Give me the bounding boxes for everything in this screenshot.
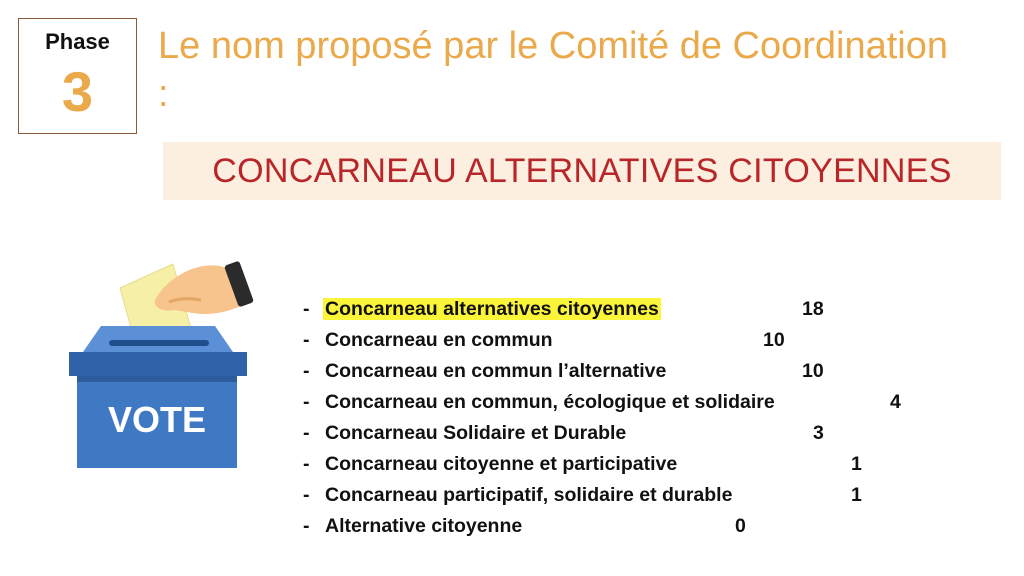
list-item-name: Concarneau en commun l’alternative (325, 360, 667, 382)
list-dash: - (303, 298, 310, 320)
list-dash: - (303, 515, 310, 537)
selected-name: CONCARNEAU ALTERNATIVES CITOYENNES (212, 151, 952, 190)
list-item-count: 18 (802, 298, 824, 320)
highlighted-name: Concarneau alternatives citoyennes (325, 298, 659, 320)
ballot-box-icon (69, 326, 247, 468)
list-dash: - (303, 453, 310, 475)
list-item-count: 10 (802, 360, 824, 382)
list-item-count: 3 (813, 422, 824, 444)
phase-number: 3 (61, 60, 94, 123)
list-item-count: 0 (735, 515, 746, 537)
list-item-count: 4 (890, 391, 901, 413)
list-item-name: Concarneau participatif, solidaire et durable (325, 484, 733, 506)
list-dash: - (303, 484, 310, 506)
list-item-count: 1 (851, 484, 862, 506)
list-dash: - (303, 422, 310, 444)
list-item-name: Concarneau en commun (325, 329, 553, 351)
list-dash: - (303, 360, 310, 382)
list-dash: - (303, 329, 310, 351)
list-item-name: Alternative citoyenne (325, 515, 523, 537)
list-item-name: Concarneau citoyenne et participative (325, 453, 678, 475)
selected-name-banner (163, 142, 1001, 200)
list-item-count: 10 (763, 329, 785, 351)
ballot-box-illustration (55, 248, 275, 478)
phase-box (18, 18, 137, 134)
phase-label: Phase (45, 29, 110, 54)
list-item-name: Concarneau Solidaire et Durable (325, 422, 627, 444)
list-item-count: 1 (851, 453, 862, 475)
slide-title: Le nom proposé par le Comité de Coordination : (158, 25, 949, 115)
list-item-name (325, 298, 661, 321)
list-dash: - (303, 391, 310, 413)
vote-text: VOTE (107, 399, 207, 440)
list-item-name: Concarneau en commun, écologique et solidaire (325, 391, 775, 413)
